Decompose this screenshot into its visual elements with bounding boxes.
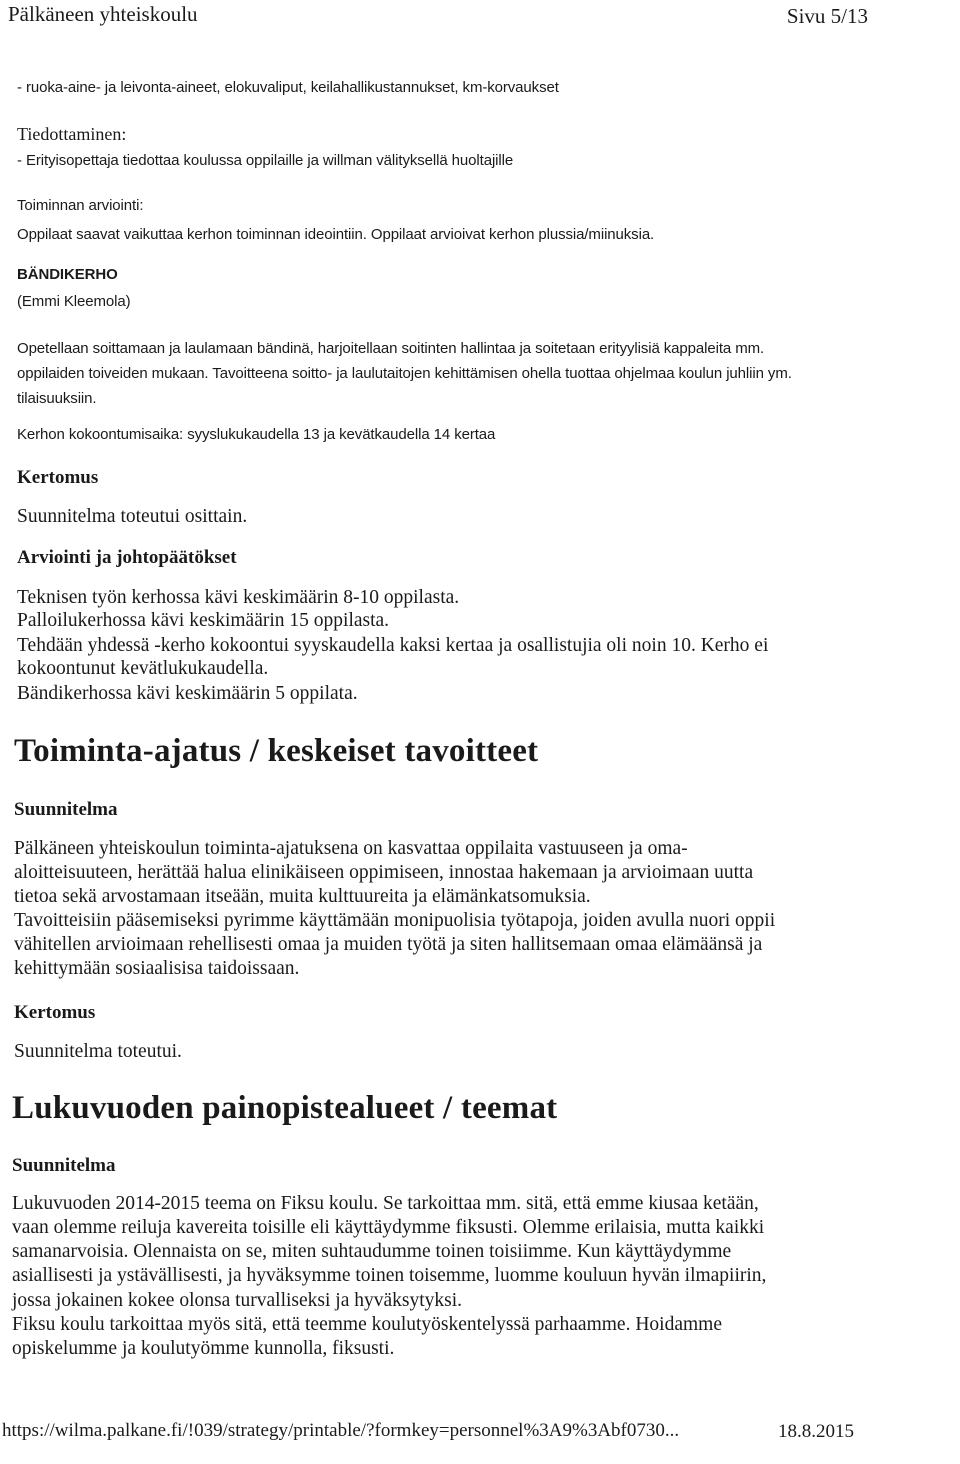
lukuvuoden-line5: jossa jokainen kokee olonsa turvalliseksi ja hyväksytyksi.	[12, 1290, 463, 1311]
tiedottaminen-label: Tiedottaminen:	[17, 124, 127, 144]
toiminta-line4: Tavoitteisiin pääsemiseksi pyrimme käyttämään monipuolisia työtapoja, joiden avulla nuori oppii	[14, 910, 776, 931]
lukuvuoden-suunnitelma-heading: Suunnitelma	[12, 1155, 116, 1176]
lukuvuoden-line3: samanarvoisia. Olennaista on se, miten suhtaudumme toinen toisiimme. Kun käyttäydymme	[12, 1241, 732, 1262]
arviointi-line1: Teknisen työn kerhossa kävi keskimäärin 8-10 oppilasta.	[17, 587, 460, 608]
footer-url: https://wilma.palkane.fi/!039/strategy/printable/?formkey=personnel%3A9%3Abf0730...	[2, 1420, 680, 1441]
arviointi-line2: Palloilukerhossa kävi keskimäärin 15 oppilasta.	[17, 610, 390, 631]
header-page-number: Sivu 5/13	[786, 4, 868, 28]
footer-date: 18.8.2015	[778, 1421, 854, 1442]
band-club-desc-line2: oppilaiden toiveiden mukaan. Tavoitteena soitto- ja laulutaitojen kehittämisen ohella tuottaa ohjelmaa koulun juhliin ym.	[17, 365, 792, 382]
arviointi-text: Oppilaat saavat vaikuttaa kerhon toiminnan ideointiin. Oppilaat arvioivat kerhon plussia/miinuksia.	[17, 226, 655, 243]
arviointi-label: Toiminnan arviointi:	[17, 197, 144, 214]
toiminta-line5: vähitellen arvioimaan rehellisesti omaa ja muiden työtä ja siten hallitsemaan omaa elämäänsä ja	[14, 934, 763, 955]
toiminta-ajatus-title: Toiminta-ajatus / keskeiset tavoitteet	[14, 733, 539, 769]
arviointi-line3: Tehdään yhdessä -kerho kokoontui syyskaudella kaksi kertaa ja osallistujia oli noin 10. Kerho ei	[17, 635, 769, 656]
lukuvuoden-title: Lukuvuoden painopistealueet / teemat	[12, 1090, 558, 1126]
band-club-desc-line3: tilaisuuksiin.	[17, 390, 97, 407]
cost-items-line: - ruoka-aine- ja leivonta-aineet, elokuvaliput, keilahallikustannukset, km-korvaukset	[17, 79, 559, 96]
toiminta-line2: aloitteisuuteen, herättää halua elinikäiseen oppimiseen, innostaa hakemaan ja arvioimaan uutta	[14, 862, 754, 883]
lukuvuoden-line4: asiallisesti ja ystävällisesti, ja hyväksymme toinen toisemme, luomme kouluun hyvän ilmapiirin,	[12, 1265, 767, 1286]
toiminta-kertomus-heading: Kertomus	[14, 1002, 96, 1023]
toiminta-line6: kehittymään sosiaalisisa taidoissaan.	[14, 958, 300, 979]
lukuvuoden-line7: opiskelumme ja koulutyömme kunnolla, fiksusti.	[12, 1338, 395, 1359]
toiminta-suunnitelma-heading: Suunnitelma	[14, 799, 118, 820]
toiminta-line1: Pälkäneen yhteiskoulun toiminta-ajatuksena on kasvattaa oppilaita vastuuseen ja oma-	[14, 838, 688, 859]
lukuvuoden-line1: Lukuvuoden 2014-2015 teema on Fiksu koulu. Se tarkoittaa mm. sitä, että emme kiusaa ketään,	[12, 1193, 759, 1214]
band-club-title: BÄNDIKERHO	[17, 266, 118, 283]
arviointi-line4: kokoontunut kevätlukukaudella.	[17, 658, 269, 679]
lukuvuoden-line6: Fiksu koulu tarkoittaa myös sitä, että teemme koulutyöskentelyssä parhaamme. Hoidamme	[12, 1314, 722, 1335]
band-club-leader: (Emmi Kleemola)	[17, 293, 131, 310]
arviointi-line5: Bändikerhossa kävi keskimäärin 5 oppilata.	[17, 683, 358, 704]
band-club-meetings: Kerhon kokoontumisaika: syyslukukaudella 13 ja kevätkaudella 14 kertaa	[17, 426, 496, 443]
kertomus-text: Suunnitelma toteutui osittain.	[17, 506, 248, 527]
tiedottaminen-text: - Erityisopettaja tiedottaa koulussa oppilaille ja willman välityksellä huoltajille	[17, 152, 514, 169]
arviointi-heading: Arviointi ja johtopäätökset	[17, 547, 237, 568]
toiminta-kertomus-text: Suunnitelma toteutui.	[14, 1041, 182, 1062]
kertomus-heading: Kertomus	[17, 467, 99, 488]
toiminta-line3: tietoa sekä arvostamaan itseään, muita kulttuureita ja elämänkatsomuksia.	[14, 886, 591, 907]
band-club-desc-line1: Opetellaan soittamaan ja laulamaan bändinä, harjoitellaan soitinten hallintaa ja soitetaan erityylisiä kappaleita mm.	[17, 340, 765, 357]
header-school-name: Pälkäneen yhteiskoulu	[8, 2, 198, 26]
lukuvuoden-line2: vaan olemme reiluja kavereita toisille eli käyttäydymme fiksusti. Olemme erilaisia, mutta kaikki	[12, 1217, 765, 1238]
